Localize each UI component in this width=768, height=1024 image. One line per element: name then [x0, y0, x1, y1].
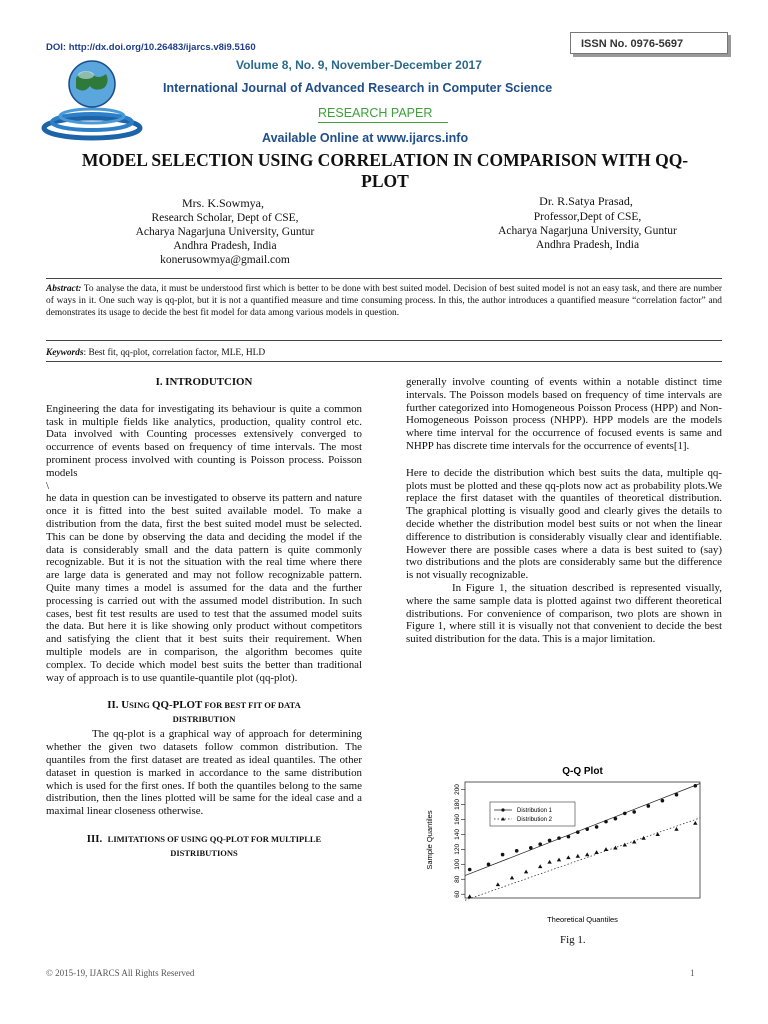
series-1-point	[576, 830, 580, 834]
section-2-heading-rest: FOR BEST FIT OF DATA	[202, 700, 301, 711]
series-1-point	[548, 839, 552, 843]
series-1-point	[623, 812, 627, 816]
section-3-heading-number: III.	[86, 832, 103, 845]
series-2-fit-line	[465, 818, 700, 900]
series-2-point	[524, 870, 528, 874]
y-tick-label: 160	[454, 813, 461, 825]
title-line-2: PLOT	[361, 171, 409, 191]
series-2-point	[538, 864, 542, 868]
y-tick-label: 80	[454, 875, 461, 883]
series-1-point	[487, 863, 491, 867]
y-tick-label: 100	[454, 858, 461, 870]
keywords	[46, 348, 722, 358]
qq-plot-chart	[410, 760, 720, 930]
left-column	[46, 376, 362, 860]
section-3-heading-line1: LIMITATIONS OF USING QQ-PLOT FOR MULTIPLLE	[107, 833, 322, 844]
available-online: Available Online at www.ijarcs.info	[262, 131, 469, 145]
series-2-point	[496, 882, 500, 886]
series-1-point	[538, 842, 542, 846]
legend-label-2: Distribution 2	[517, 817, 553, 824]
right-para-1: generally involve counting of events within a notable distinct time intervals. The Poisson models based on frequency of time intervals are further categorized into Homogeneous Poisson Process (HPP) and Non-Homogeneous Poisson process (NHPP). HPP models are the models where time interval for the occurrence of focused events is same and NHPP has discrete time intervals for the occurrence of events[1].	[406, 376, 722, 452]
section-2-heading-sc: SING	[129, 700, 152, 711]
series-2-point	[576, 854, 580, 858]
author-1-name: Mrs. K.Sowmya,	[181, 196, 264, 210]
author-2-name: Dr. R.Satya Prasad,	[539, 194, 633, 208]
series-2-point	[674, 827, 678, 831]
author-2-location: Andhra Pradesh, India	[535, 239, 640, 251]
section-3-heading	[46, 832, 362, 860]
y-tick-label: 140	[454, 828, 461, 840]
y-tick-label: 180	[454, 799, 461, 810]
section-3-heading-line2: DISTRIBUTIONS	[170, 847, 238, 858]
series-1-point	[595, 825, 599, 829]
series-2-point	[693, 821, 697, 825]
series-1-point	[501, 853, 505, 857]
series-1-point	[675, 793, 679, 797]
section-1-heading: I. INTRODUTCION	[155, 376, 253, 388]
series-1-point	[515, 849, 519, 853]
series-1-point	[694, 784, 698, 788]
right-column	[406, 376, 722, 646]
divider-mid	[46, 340, 722, 341]
right-para-2: Here to decide the distribution which best suits the data, multiple qq-plots must be plotted and these qq-plots now act as probability plots.We replace the first dataset with the quantiles of theoretical distribution. The graphical plotting is visually good and clearly gives the details to decide whether the distribution model best suits or not when the linear difference to distribution is considerably visually clear and identifiable. However there are possible cases where a data is best suited to (say) two distributions and the plots are considerably same but the difference is not visually recognizable.	[406, 466, 722, 582]
series-1-fit-line	[465, 783, 700, 875]
globe-logo	[40, 48, 150, 148]
author-1-details	[120, 211, 330, 267]
series-2-point	[510, 876, 514, 880]
volume-info: Volume 8, No. 9, November-December 2017	[236, 58, 482, 72]
series-2-point	[594, 850, 598, 854]
series-1-point	[632, 810, 636, 814]
author-1-block	[148, 196, 298, 210]
y-tick-label: 60	[454, 890, 461, 898]
abstract-label: Abstract:	[46, 284, 82, 294]
series-2-point	[623, 843, 627, 847]
series-2-point	[566, 855, 570, 859]
y-axis-label: Sample Quantiles	[425, 810, 434, 870]
figure-caption: Fig 1.	[560, 934, 586, 946]
section-2-heading-number: II. U	[107, 699, 130, 712]
author-2-role: Professor,Dept of CSE,	[533, 211, 642, 223]
section-1-para-2: he data in question can be investigated to observe its pattern and nature once it is fitted into the best suited available model. To make a distribution from the data, first the best suited model must be selected. This can be done by observing the data and deciding the model if the data is considerably small and the data pattern is quite commonly recognizable. But it is not the situation with the real time where there are large data is generated and may not follow recognizable pattern. Quite many times a model is assumed for the data and the further processing is carried out with the assumed model distribution. In such cases, best fit test results are used to test that the assumed model suits the data. But here it is like showing only product without competitors and satisfying the client that it best suits their requirement. When multiple models are in comparison, the algorithm becomes quite complex. To decide which model best suits the better than traditional way of approach is to use quantile-quantile plot (qq-plot).	[46, 492, 362, 684]
series-2-point	[557, 858, 561, 862]
series-2-point	[547, 860, 551, 864]
divider-bottom	[46, 361, 722, 362]
y-tick-label: 120	[454, 843, 461, 855]
divider-top	[46, 278, 722, 279]
series-2-point	[585, 852, 589, 856]
paper-type-underline	[318, 122, 448, 123]
series-1-point	[557, 836, 561, 840]
author-1-role: Research Scholar, Dept of CSE,	[151, 212, 299, 224]
section-2-heading	[46, 698, 362, 726]
series-2-point	[656, 832, 660, 836]
section-1-backslash: \	[46, 479, 50, 492]
journal-name: International Journal of Advanced Research in Computer Science	[163, 81, 553, 95]
series-1-point	[647, 804, 651, 808]
author-1-location: Andhra Pradesh, India	[173, 240, 277, 252]
series-1-point	[468, 868, 472, 872]
keywords-label: Keywords	[46, 348, 84, 358]
series-1-point	[567, 835, 571, 839]
author-1-email[interactable]: konerusowmya@gmail.com	[160, 254, 290, 266]
legend-label-1: Distribution 1	[517, 808, 553, 815]
copyright-footer: © 2015-19, IJARCS All Rights Reserved	[46, 968, 195, 978]
doi-link[interactable]: DOI: http://dx.doi.org/10.26483/ijarcs.v8i9.5160	[46, 42, 256, 53]
section-2-heading-line2: DISTRIBUTION	[172, 714, 236, 725]
keywords-text: : Best fit, qq-plot, correlation factor, MLE, HLD	[83, 348, 266, 358]
author-1-affiliation: Acharya Nagarjuna University, Guntur	[135, 226, 315, 238]
section-2-para-1: The qq-plot is a graphical way of approach for determining whether the given two datasets follow common distribution. The quantiles from the first dataset are treated as ideal quantiles. The other dataset in question is marked in accordance to the same distribution which is used for the first ones. If both the quantiles belong to the same distribution, then the lines plotted will be same for the ideal case and a maximal linear closeness otherwise.	[46, 728, 362, 818]
section-1-para-1: Engineering the data for investigating its behaviour is quite a common task in multiple fields like analytics, production, quality control etc. Data involved with Counting processes extensively converged to occurrence of events based on frequency of time intervals. The most prominent process involved with counting is Poisson process. Poisson models	[46, 402, 362, 479]
title-line-1: MODEL SELECTION USING CORRELATION IN COMPARISON WITH QQ-	[81, 150, 689, 170]
page-number: 1	[690, 968, 695, 978]
series-1-point	[585, 827, 589, 831]
series-2-point	[641, 836, 645, 840]
section-2-heading-qq: QQ-PLOT	[152, 699, 203, 712]
issn-box: ISSN No. 0976-5697	[570, 32, 728, 54]
paper-title	[40, 150, 730, 192]
abstract	[46, 283, 722, 320]
y-tick-label: 200	[454, 784, 461, 795]
series-2-point	[468, 894, 472, 898]
series-1-point	[529, 846, 533, 850]
series-1-point	[661, 799, 665, 803]
series-2-point	[632, 840, 636, 844]
plot-frame	[465, 782, 700, 898]
series-2-point	[604, 847, 608, 851]
paper-type: RESEARCH PAPER	[318, 106, 433, 120]
author-2-affiliation: Acharya Nagarjuna University, Guntur	[498, 225, 677, 237]
series-2-point	[613, 846, 617, 850]
chart-title: Q-Q Plot	[562, 766, 603, 777]
series-1-point	[604, 820, 608, 824]
legend-marker-1	[501, 808, 504, 811]
right-para-3: In Figure 1, the situation described is represented visually, where the same sample data is plotted against two different theoretical distributions. For convenience of comparison, two plots are shown in Figure 1, where still it is visually not that convenient to decide the best suited distribution for the data. This is a major limitation.	[406, 581, 722, 646]
x-axis-label: Theoretical Quantiles	[547, 915, 618, 924]
author-2-details	[475, 210, 700, 252]
series-1-point	[614, 817, 618, 821]
abstract-text: To analyse the data, it must be understood first which is better to be done with best suited model. Decision of best suited model is not an easy task, and there are number of ways in it. One such way is qq-plot, but it is not a quantified measure and time consuming process. In this, the author introduces a quantified measure “correlation factor” and demonstrates its usage to decide the best fit model for data among various models in question.	[46, 284, 722, 319]
